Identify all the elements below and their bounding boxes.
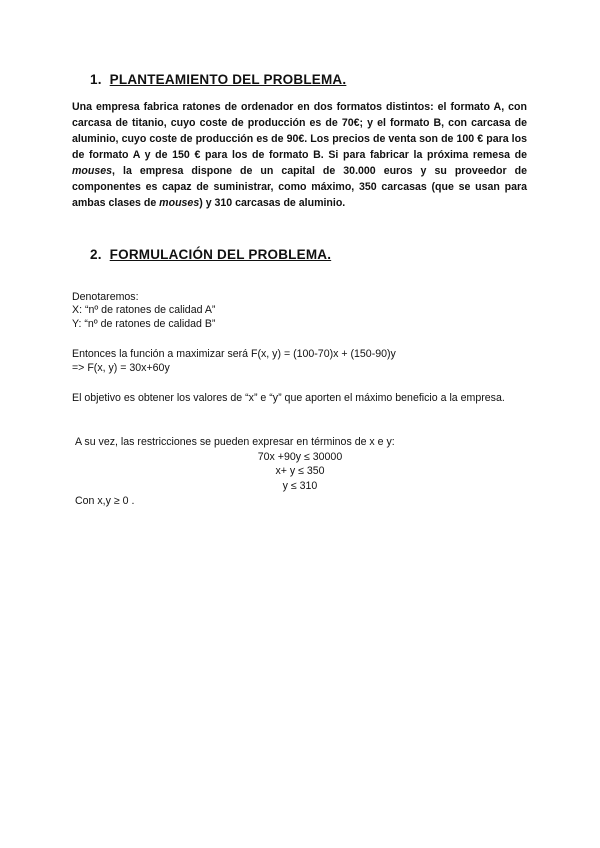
problem-text-part-1: Una empresa fabrica ratones de ordenador en dos formatos distintos: el formato A, con carcasa de titanio, cuyo coste de producción es de 70€; y el formato B, con carcasa de aluminio, cuyo coste de producción es de 90€. Los precios de venta son de 100 € para los de formato A y de 150 € para los de formato B. Si para fabricar la próxima remesa de <box>72 101 527 161</box>
restrictions-intro: A su vez, las restricciones se pueden expresar en términos de x e y: <box>75 436 395 448</box>
objective-statement: El objetivo es obtener los valores de “x” e “y” que aporten el máximo beneficio a la empresa. <box>72 392 505 404</box>
problem-emphasis-2: mouses <box>159 197 200 209</box>
restriction-carcasas: x+ y ≤ 350 <box>275 465 325 477</box>
problem-text-part-3: ) y 310 carcasas de aluminio. <box>199 197 346 209</box>
denote-line: Denotaremos: <box>72 291 139 303</box>
problem-statement <box>72 99 527 211</box>
y-definition: Y: “nº de ratones de calidad B” <box>72 318 216 330</box>
non-negativity: Con x,y ≥ 0 . <box>75 495 135 507</box>
section-heading-2 <box>90 247 331 262</box>
section-number: 2. <box>90 247 102 262</box>
restriction-aluminio: y ≤ 310 <box>282 480 318 492</box>
restriction-capital: 70x +90y ≤ 30000 <box>257 451 343 463</box>
section-title: FORMULACIÓN DEL PROBLEMA. <box>109 247 332 262</box>
section-number: 1. <box>90 72 102 87</box>
problem-emphasis-1: mouses <box>72 165 113 177</box>
objective-function-simplified: => F(x, y) = 30x+60y <box>72 362 170 374</box>
section-title: PLANTEAMIENTO DEL PROBLEMA. <box>109 72 347 87</box>
objective-function: Entonces la función a maximizar será F(x, y) = (100-70)x + (150-90)y <box>72 348 396 360</box>
section-heading-1 <box>90 72 346 87</box>
problem-text-part-2: , la empresa dispone de un capital de 30.000 euros y su proveedor de componentes es capaz de suministrar, como máximo, 350 carcasas (que se usan para ambas clases de <box>72 165 527 209</box>
x-definition: X: “nº de ratones de calidad A” <box>72 304 216 316</box>
